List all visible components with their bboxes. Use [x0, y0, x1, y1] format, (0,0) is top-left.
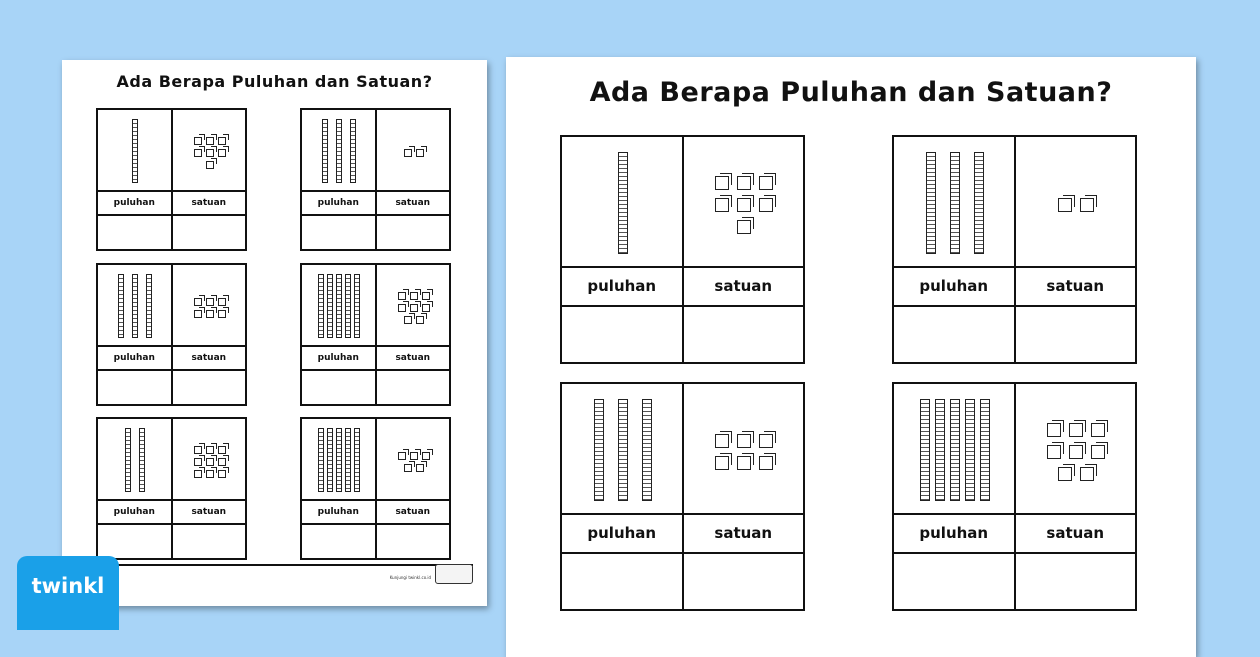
ones-cube — [759, 456, 773, 470]
picture-row — [98, 265, 245, 347]
tens-rod — [132, 274, 138, 338]
picture-row — [98, 110, 245, 192]
label-row — [98, 347, 245, 371]
ones-answer-box[interactable] — [375, 216, 450, 249]
ones-label: satuan — [1014, 268, 1136, 305]
ones-cube — [206, 161, 214, 169]
ones-picture — [1014, 137, 1136, 266]
ones-cube — [1069, 423, 1083, 437]
answer-row — [98, 525, 245, 558]
ones-cube — [404, 316, 412, 324]
label-row — [98, 501, 245, 525]
exercise-card — [892, 382, 1137, 611]
ones-cube — [410, 292, 418, 300]
exercise-card — [560, 382, 805, 611]
ones-cube — [194, 446, 202, 454]
tens-rod — [327, 428, 333, 492]
ones-cube — [206, 310, 214, 318]
tens-picture — [894, 384, 1014, 513]
tens-picture — [302, 110, 375, 190]
tens-answer-box[interactable] — [98, 525, 171, 558]
label-row — [562, 268, 803, 307]
answer-row — [302, 216, 449, 249]
ones-cube — [1080, 198, 1094, 212]
answer-row — [562, 307, 803, 362]
ones-picture — [171, 110, 246, 190]
tens-label: puluhan — [113, 198, 155, 208]
tens-rod — [336, 428, 342, 492]
ones-cube — [715, 434, 729, 448]
tens-answer-box[interactable] — [302, 525, 375, 558]
answer-row — [894, 554, 1135, 609]
worksheet-thumbnail — [62, 60, 487, 606]
ones-cube — [1047, 445, 1061, 459]
tens-label: puluhan — [113, 507, 155, 517]
tens-label: puluhan — [919, 277, 989, 295]
ones-cube — [218, 149, 226, 157]
ones-cube — [206, 470, 214, 478]
tens-rod — [336, 119, 342, 183]
ones-cube — [1058, 467, 1072, 481]
tens-answer-box[interactable] — [894, 307, 1014, 362]
ones-answer-box[interactable] — [375, 371, 450, 404]
ones-cube — [206, 149, 214, 157]
ones-cube — [422, 452, 430, 460]
tens-rod — [354, 428, 360, 492]
tens-answer-box[interactable] — [894, 554, 1014, 609]
tens-rod — [139, 428, 145, 492]
picture-row — [894, 384, 1135, 515]
logo-text: twinkl — [31, 574, 105, 598]
footer-text: Kunjungi twinkl.co.id — [389, 575, 431, 580]
ones-cube — [194, 137, 202, 145]
worksheet-title: Ada Berapa Puluhan dan Satuan? — [116, 72, 433, 91]
label-row — [98, 192, 245, 216]
tens-rod — [950, 152, 960, 254]
exercise-card — [96, 417, 247, 560]
answer-row — [302, 371, 449, 404]
picture-row — [562, 137, 803, 268]
ones-picture — [375, 265, 450, 345]
ones-cube — [218, 470, 226, 478]
ones-cube — [218, 458, 226, 466]
ones-cube — [218, 298, 226, 306]
tens-rod — [322, 119, 328, 183]
tens-rod — [965, 399, 975, 501]
tens-rod — [642, 399, 652, 501]
ones-label: satuan — [171, 501, 246, 523]
ones-cube — [422, 292, 430, 300]
worksheet-title-large: Ada Berapa Puluhan dan Satuan? — [589, 77, 1113, 108]
ones-cube — [206, 446, 214, 454]
tens-rod — [354, 274, 360, 338]
ones-cube — [416, 316, 424, 324]
ones-answer-box[interactable] — [375, 525, 450, 558]
tens-rod — [336, 274, 342, 338]
ones-cube — [218, 310, 226, 318]
ones-cube — [194, 298, 202, 306]
tens-picture — [894, 137, 1014, 266]
tens-picture — [562, 137, 682, 266]
tens-label: puluhan — [317, 353, 359, 363]
tens-rod — [125, 428, 131, 492]
tens-label: puluhan — [317, 198, 359, 208]
ones-picture — [375, 419, 450, 499]
ones-cube — [1047, 423, 1061, 437]
ones-cube — [416, 464, 424, 472]
tens-answer-box[interactable] — [302, 216, 375, 249]
ones-cube — [194, 470, 202, 478]
tens-label: puluhan — [587, 277, 657, 295]
ones-cube — [218, 446, 226, 454]
ones-cube — [1091, 423, 1105, 437]
ones-cube — [416, 149, 424, 157]
ones-cube — [759, 176, 773, 190]
ones-cube — [206, 458, 214, 466]
tens-label: puluhan — [113, 353, 155, 363]
label-row — [894, 515, 1135, 554]
tens-rod — [132, 119, 138, 183]
ones-picture — [171, 419, 246, 499]
picture-row — [98, 419, 245, 501]
ones-cube — [218, 137, 226, 145]
tens-picture — [562, 384, 682, 513]
twinkl-logo[interactable] — [17, 556, 119, 630]
ones-cube — [206, 137, 214, 145]
ones-cube — [1091, 445, 1105, 459]
ones-label: satuan — [375, 192, 450, 214]
ones-cube — [404, 149, 412, 157]
ones-picture — [171, 265, 246, 345]
tens-answer-box[interactable] — [302, 371, 375, 404]
ones-picture — [682, 137, 804, 266]
ones-cube — [410, 304, 418, 312]
ones-picture — [1014, 384, 1136, 513]
tens-answer-box[interactable] — [98, 216, 171, 249]
worksheet-zoomed — [506, 57, 1196, 657]
tens-picture — [98, 110, 171, 190]
ones-answer-box[interactable] — [1014, 307, 1136, 362]
ones-cube — [737, 434, 751, 448]
answer-row — [894, 307, 1135, 362]
answer-row — [98, 216, 245, 249]
tens-answer-box[interactable] — [98, 371, 171, 404]
answer-row — [562, 554, 803, 609]
tens-picture — [302, 265, 375, 345]
ones-cube — [194, 149, 202, 157]
ones-answer-box[interactable] — [171, 371, 246, 404]
ones-picture — [682, 384, 804, 513]
tens-answer-box[interactable] — [562, 307, 682, 362]
ones-label: satuan — [171, 192, 246, 214]
tens-rod — [594, 399, 604, 501]
label-row — [562, 515, 803, 554]
tens-rod — [926, 152, 936, 254]
tens-rod — [327, 274, 333, 338]
tens-rod — [920, 399, 930, 501]
tens-answer-box[interactable] — [562, 554, 682, 609]
tens-picture — [302, 419, 375, 499]
ones-label: satuan — [171, 347, 246, 369]
ones-cube — [715, 176, 729, 190]
ones-label: satuan — [1014, 515, 1136, 552]
ones-cube — [737, 220, 751, 234]
ones-cube — [206, 298, 214, 306]
tens-rod — [974, 152, 984, 254]
exercise-card — [96, 108, 247, 251]
exercise-card — [300, 263, 451, 406]
tens-rod — [345, 428, 351, 492]
ones-cube — [398, 304, 406, 312]
label-row — [302, 501, 449, 525]
label-row — [894, 268, 1135, 307]
ones-answer-box[interactable] — [171, 525, 246, 558]
ones-answer-box[interactable] — [682, 554, 804, 609]
tens-rod — [318, 274, 324, 338]
tens-rod — [146, 274, 152, 338]
picture-row — [562, 384, 803, 515]
exercise-card — [96, 263, 247, 406]
label-row — [302, 192, 449, 216]
ones-cube — [398, 292, 406, 300]
ones-cube — [759, 198, 773, 212]
tens-rod — [950, 399, 960, 501]
tens-picture — [98, 265, 171, 345]
ones-cube — [398, 452, 406, 460]
ones-label: satuan — [375, 347, 450, 369]
ones-cube — [194, 310, 202, 318]
ones-label: satuan — [375, 501, 450, 523]
footer-divider — [98, 564, 473, 566]
ones-cube — [737, 456, 751, 470]
tens-label: puluhan — [317, 507, 359, 517]
tens-rod — [118, 274, 124, 338]
label-row — [302, 347, 449, 371]
exercise-card — [560, 135, 805, 364]
ones-label: satuan — [682, 515, 804, 552]
footer-logo-icon — [435, 564, 473, 584]
ones-answer-box[interactable] — [1014, 554, 1136, 609]
tens-label: puluhan — [919, 524, 989, 542]
exercise-card — [892, 135, 1137, 364]
picture-row — [302, 265, 449, 347]
exercise-card — [300, 417, 451, 560]
ones-label: satuan — [682, 268, 804, 305]
ones-cube — [1080, 467, 1094, 481]
ones-cube — [404, 464, 412, 472]
tens-label: puluhan — [587, 524, 657, 542]
tens-rod — [935, 399, 945, 501]
ones-cube — [759, 434, 773, 448]
picture-row — [302, 110, 449, 192]
answer-row — [302, 525, 449, 558]
ones-picture — [375, 110, 450, 190]
ones-cube — [194, 458, 202, 466]
picture-row — [894, 137, 1135, 268]
ones-cube — [422, 304, 430, 312]
tens-rod — [618, 399, 628, 501]
tens-rod — [345, 274, 351, 338]
ones-answer-box[interactable] — [171, 216, 246, 249]
ones-cube — [737, 198, 751, 212]
exercise-card — [300, 108, 451, 251]
tens-rod — [318, 428, 324, 492]
answer-row — [98, 371, 245, 404]
tens-rod — [980, 399, 990, 501]
tens-picture — [98, 419, 171, 499]
ones-cube — [715, 456, 729, 470]
ones-cube — [410, 452, 418, 460]
ones-answer-box[interactable] — [682, 307, 804, 362]
ones-cube — [737, 176, 751, 190]
tens-rod — [350, 119, 356, 183]
ones-cube — [715, 198, 729, 212]
ones-cube — [1058, 198, 1072, 212]
tens-rod — [618, 152, 628, 254]
ones-cube — [1069, 445, 1083, 459]
picture-row — [302, 419, 449, 501]
